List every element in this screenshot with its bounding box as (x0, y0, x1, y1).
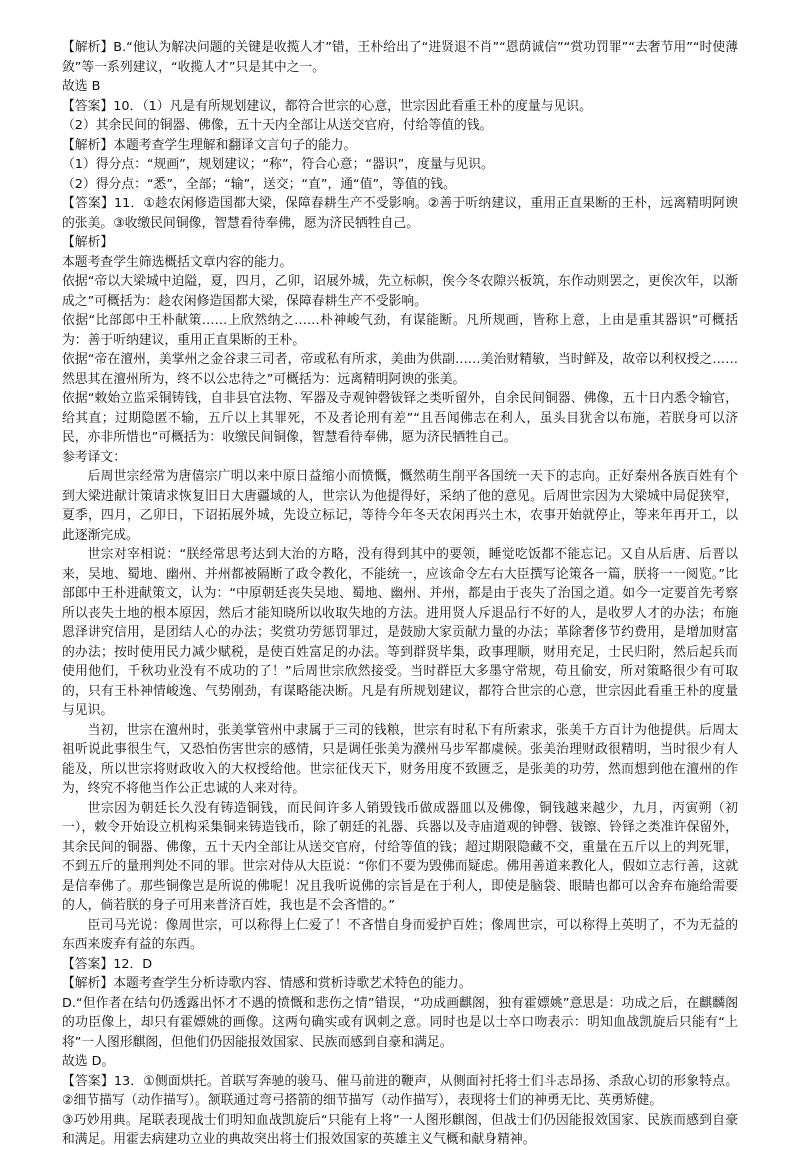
analysis-12-detail: D.“但作者在结句仍透露出怀才不遇的愤慨和悲伤之情”错误，“功成画麒阁，独有霍嫖姚”意思是：功成之后，在麒麟阁的功臣像上，却只有霍嫖姚的画像。这两句确实或有讽刺之意。同时也是以士卒口吻表示：明知血战凯旋后只能有“上将”一人图形麒阁，但他们仍因能报效国家、民族而感到自豪和满足。 (62, 995, 738, 1050)
answer-10-line1: 【答案】10．（1）凡是有所规划建议，都符合世宗的心意，世宗因此看重王朴的度量与见识。 (62, 98, 592, 114)
translation-para3: 当初，世宗在澶州时，张美掌管州中隶属于三司的钱粮，世宗有时私下有所索求，张美千方百计为他提供。后周太祖听说此事很生气，又恐怕伤害世宗的感情，只是调任张美为濮州马步军都虞候。张美治理财政很精明，当时很少有人能及，所以世宗将财政收入的大权授给他。世宗征伐天下，财务用度不致匮乏，是张美的功劳，然而想到他在澶州的作为，终究不将他当作公正忠诚的人来对待。 (62, 722, 738, 796)
translation-para4: 世宗因为朝廷长久没有铸造铜钱，而民间许多人销毁钱币做成器皿以及佛像，铜钱越来越少，九月，丙寅朔（初一），敕令开始设立机构采集铜来铸造钱币，除了朝廷的礼器、兵器以及寺庙道观的钟磬、钹镲、铃铎之类准许保留外，其余民间的铜器、佛像，五十天内全部让从送交官府，付给等值的钱；超过期限隐藏不交，重量在五斤以上的判死罪，不到五斤的量刑判处不同的罪。世宗对侍从大臣说：“你们不要为毁佛而疑虑。佛用善道来教化人，假如立志行善，这就是信奉佛了。那些铜像岂是所说的佛呢！况且我听说佛的宗旨是在于利人，即使是脑袋、眼睛也都可以舍弃布施给需要的人，倘若朕的身子可用来普济百姓，我也是不会吝惜的。” (62, 800, 738, 913)
answer-13-part2: ③巧妙用典。尾联表现战士们明知血战凯旋后“只能有上将”一人图形麒阁，但战士们仍因能报效国家、民族而感到自豪和满足。用霍去病建功立业的典故突出将士们报效国家的英雄主义气概和献身精神。 (62, 1112, 738, 1147)
analysis-11-heading: 【解析】 (62, 235, 114, 250)
answer-choice-12: 故选 D。 (62, 1054, 115, 1069)
analysis-10-intro: 【解析】本题考查学生理解和翻译文言句子的能力。 (62, 137, 357, 153)
analysis-9-text: 【解析】B.“他认为解决问题的关键是收揽人才”错，王朴给出了“进贤退不肖”“恩荫诚信”“赏功罚罪”“去奢节用”“时使薄敛”等一系列建议，“收揽人才”只是其中之一。 (62, 40, 738, 75)
analysis-11-basis2: 依据“比部郎中王朴献策……上欣然纳之……朴神峻气劲，有谋能断。凡所规画，皆称上意，上由是重其器识”可概括为：善于听纳建议，重用正直果断的王朴。 (62, 313, 738, 348)
analysis-11-basis4: 依据“敕始立监采铜铸钱，自非县官法物、军器及寺观钟磬钹铎之类听留外，自余民间铜器、佛像，五十日内悉令输官，给其直；过期隐匿不输，五斤以上其罪死，不及者论刑有差”“且吾闻佛志在利人，虽头目犹舍以布施，若朕身可以济民，亦非所惜也”可概括为：收缴民间铜像，智慧看待奉佛，愿为济民牺牲自己。 (62, 391, 738, 445)
analysis-10-point2: （2）得分点：“悉”，全部；“输”，送交；“直”，通“值”，等值的钱。 (62, 176, 456, 192)
analysis-11-intro: 本题考查学生筛选概括文章内容的能力。 (62, 254, 293, 270)
translation-heading: 参考译文： (62, 449, 126, 465)
translation-para1: 后周世宗经常为唐僖宗广明以来中原日益缩小而愤慨，慨然萌生削平各国统一天下的志向。正好秦州各族百姓有个到大梁进献计策请求恢复旧日大唐疆域的人，世宗认为他提得好，采纳了他的意见。后周世宗因为大梁城中局促狭窄，夏季，四月，乙卯日，下诏拓展外城，先设立标记，等待今年冬天农闲再兴土木，农事开始就停止，等来年再开工，以此逐渐完成。 (62, 469, 738, 543)
translation-para2: 世宗对宰相说：“朕经常思考达到大治的方略，没有得到其中的要领，睡觉吃饭都不能忘记。又自从后唐、后晋以来，吴地、蜀地、幽州、并州都被隔断了政令教化，不能统一，应该命令左右大臣撰写论策各一篇，朕将一一阅览。”比部郎中王朴进献策文，认为：“中原朝廷丧失吴地、蜀地、幽州、并州，都是由于丧失了治国之道。如今一定要首先考察所以丧失土地的根本原因，然后才能知晓所以收取失地的方法。进用贤人斥退品行不好的人，是收罗人才的办法；布施恩泽讲究信用，是团结人心的办法；奖赏功劳惩罚罪过，是鼓励大家贡献力量的办法；革除奢侈节约费用，是增加财富的办法；按时使用民力减少赋税，是使百姓富足的办法。等到群贤毕集，政事理顺，财用充足，士民归附，然后起兵而使用他们，千秋功业没有不成功的了！”后周世宗欣然接受。当时群臣大多墨守常规，苟且偷安，所对策略很少有可取的，只有王朴神情峻逸、气势刚劲，有谋略能决断。凡是有所规划建议，都符合世宗的心意，世宗因此看重王朴的度量与见识。 (62, 547, 738, 718)
answer-13-part1: 【答案】13．①侧面烘托。首联写奔驰的骏马、催马前进的鞭声，从侧面衬托将士们斗志昂扬、杀敌心切的形象特点。②细节描写（动作描写）。颔联通过弯弓搭箭的细节描写（动作描写），表现将士们的神勇无比、英勇矫健。 (62, 1073, 738, 1108)
answer-11: 【答案】11．①趁农闲修造国都大梁，保障春耕生产不受影响。②善于听纳建议，重用正直果断的王朴，远离精明阿谀的张美。③收缴民间铜像，智慧看待奉佛，愿为济民牺牲自己。 (62, 196, 738, 231)
analysis-12-intro: 【解析】本题考查学生分析诗歌内容、情感和赏析诗歌艺术特色的能力。 (62, 976, 472, 991)
analysis-11-basis1: 依据“帝以大梁城中迫隘，夏，四月，乙卯，诏展外城，先立标帜，俟今冬农隙兴板筑，东作动则罢之，更俟次年，以渐成之”可概括为：趁农闲修造国都大梁，保障春耕生产不受影响。 (62, 274, 738, 309)
translation-para5: 臣司马光说：像周世宗，可以称得上仁爱了！不吝惜自身而爱护百姓；像周世宗，可以称得上英明了，不为无益的东西来废弃有益的东西。 (62, 917, 738, 952)
analysis-11-basis3: 依据“帝在澶州，美掌州之金谷隶三司者，帝或私有所求，美曲为供副……美治财精敏，当时鲜及，故帝以利权授之……然思其在澶州所为，终不以公忠待之”可概括为：远离精明阿谀的张美。 (62, 352, 738, 387)
analysis-10-point1: （1）得分点：“规画”，规划建议；“称”，符合心意；“器识”，度量与见识。 (62, 157, 494, 172)
document-page (62, 38, 738, 1150)
answer-10-line2: （2）其余民间的铜器、佛像，五十天内全部让从送交官府，付给等值的钱。 (62, 118, 493, 133)
answer-choice-9: 故选 B (62, 79, 101, 94)
answer-12: 【答案】12．D (62, 956, 153, 972)
